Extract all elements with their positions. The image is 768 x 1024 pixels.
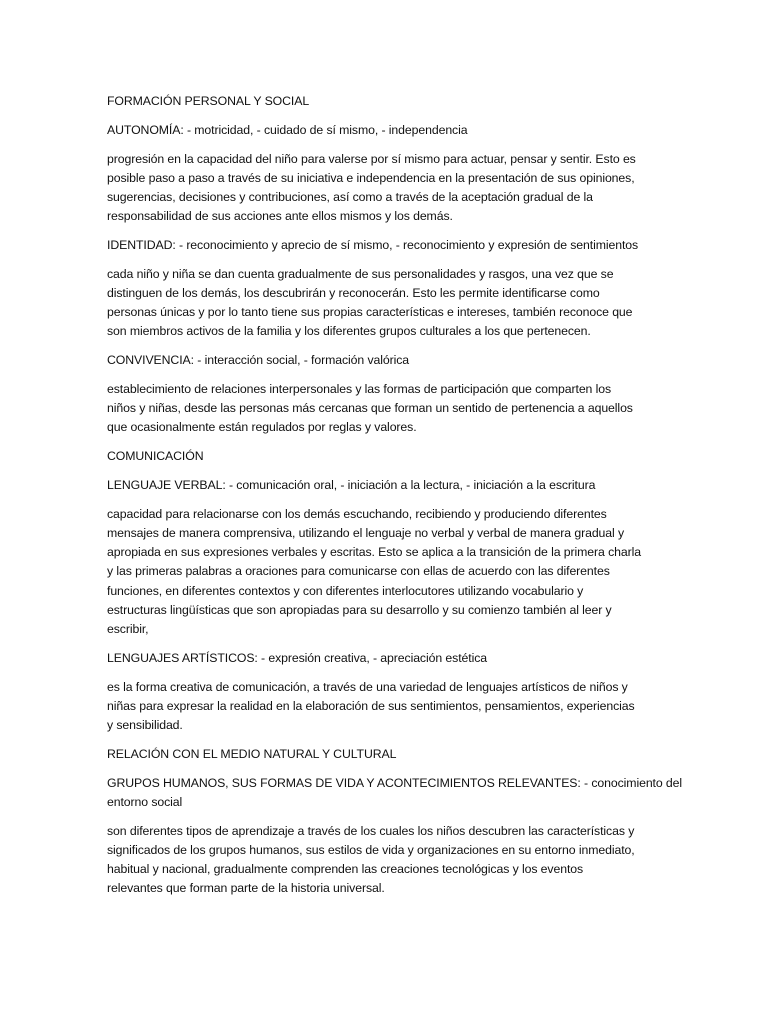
paragraph-lenguaje-verbal	[107, 505, 668, 639]
text-line: es la forma creativa de comunicación, a través de una variedad de lenguajes artísticos de niños y	[107, 679, 628, 694]
text-line: CONVIVENCIA: - interacción social, - formación valórica	[107, 353, 410, 368]
text-line: LENGUAJE VERBAL: - comunicación oral, - iniciación a la lectura, - iniciación a la escritura	[107, 478, 596, 492]
text-line: mensajes de manera comprensiva, utilizando el lenguaje no verbal y verbal de manera gradual y	[107, 526, 625, 540]
text-line: funciones, en diferentes contextos y con diferentes interlocutores utilizando vocabulario y	[107, 583, 584, 598]
text-line: LENGUAJES ARTÍSTICOS: - expresión creativa, - apreciación estética	[107, 650, 487, 665]
text-line: FORMACIÓN PERSONAL Y SOCIAL	[107, 94, 310, 108]
text-line: y sensibilidad.	[107, 718, 183, 733]
text-line: significados de los grupos humanos, sus estilos de vida y organizaciones en su entorno inmediato,	[107, 842, 635, 857]
text-line: COMUNICACIÓN	[107, 449, 204, 464]
text-line: habitual y nacional, gradualmente comprenden las creaciones tecnológicas y los eventos	[107, 862, 584, 877]
text-line: escribir,	[107, 622, 149, 637]
text-line: distinguen de los demás, los descubrirán y reconocerán. Esto les permite identificarse como	[107, 286, 600, 300]
paragraph-autonomia	[107, 150, 668, 227]
text-line: niños y niñas, desde las personas más cercanas que forman un sentido de pertenencia a aquellos	[107, 401, 633, 416]
heading-relacion	[107, 745, 668, 764]
text-line: que ocasionalmente están regulados por reglas y valores.	[107, 420, 417, 435]
text-line: capacidad para relacionarse con los demás escuchando, recibiendo y produciendo diferentes	[107, 506, 607, 521]
text-line: AUTONOMÍA: - motricidad, - cuidado de sí mismo, - independencia	[107, 122, 468, 137]
text-line: son diferentes tipos de aprendizaje a través de los cuales los niños descubren las características y	[107, 823, 635, 838]
text-line: IDENTIDAD: - reconocimiento y aprecio de sí mismo, - reconocimiento y expresión de sentimientos	[107, 238, 639, 252]
text-line: cada niño y niña se dan cuenta gradualmente de sus personalidades y rasgos, una vez que se	[107, 266, 614, 281]
text-line: y las primeras palabras a oraciones para comunicarse con ellas de acuerdo con las diferentes	[107, 564, 610, 579]
text-line: RELACIÓN CON EL MEDIO NATURAL Y CULTURAL	[107, 746, 397, 761]
text-line: establecimiento de relaciones interpersonales y las formas de participación que comparten los	[107, 382, 612, 396]
text-line: progresión en la capacidad del niño para valerse por sí mismo para actuar, pensar y sentir. Esto es	[107, 151, 636, 166]
subheading-autonomia	[107, 121, 668, 140]
paragraph-convivencia	[107, 380, 668, 438]
text-line: posible paso a paso a través de su iniciativa e independencia en la presentación de sus opiniones,	[107, 170, 635, 185]
paragraph-identidad	[107, 265, 668, 342]
document-body	[107, 92, 683, 898]
text-line: personas únicas y por lo tanto tiene sus propias características e intereses, también reconoce que	[107, 305, 633, 320]
subheading-grupos-humanos	[107, 774, 683, 812]
subheading-convivencia	[107, 351, 668, 370]
heading-comunicacion	[107, 447, 668, 466]
text-line: GRUPOS HUMANOS, SUS FORMAS DE VIDA Y ACONTECIMIENTOS RELEVANTES: - conocimiento del	[107, 775, 683, 790]
heading-formacion	[107, 92, 668, 111]
text-line: entorno social	[107, 794, 183, 809]
paragraph-grupos-humanos	[107, 822, 668, 899]
text-line: son miembros activos de la familia y los diferentes grupos culturales a los que pertenecen.	[107, 324, 591, 339]
subheading-identidad	[107, 236, 668, 255]
text-line: estructuras lingüísticas que son apropiadas para su desarrollo y su comienzo también al leer y	[107, 602, 612, 617]
text-line: responsabilidad de sus acciones ante ellos mismos y los demás.	[107, 209, 453, 224]
text-line: niñas para expresar la realidad en la elaboración de sus sentimientos, pensamientos, experiencias	[107, 698, 635, 713]
subheading-lenguajes-artisticos	[107, 649, 668, 668]
text-line: sugerencias, decisiones y contribuciones, así como a través de la aceptación gradual de la	[107, 190, 593, 204]
text-line: relevantes que forman parte de la historia universal.	[107, 881, 385, 896]
subheading-lenguaje-verbal	[107, 476, 668, 495]
text-line: apropiada en sus expresiones verbales y escritas. Esto se aplica a la transición de la primera charla	[107, 545, 641, 560]
paragraph-lenguajes-artisticos	[107, 678, 668, 736]
